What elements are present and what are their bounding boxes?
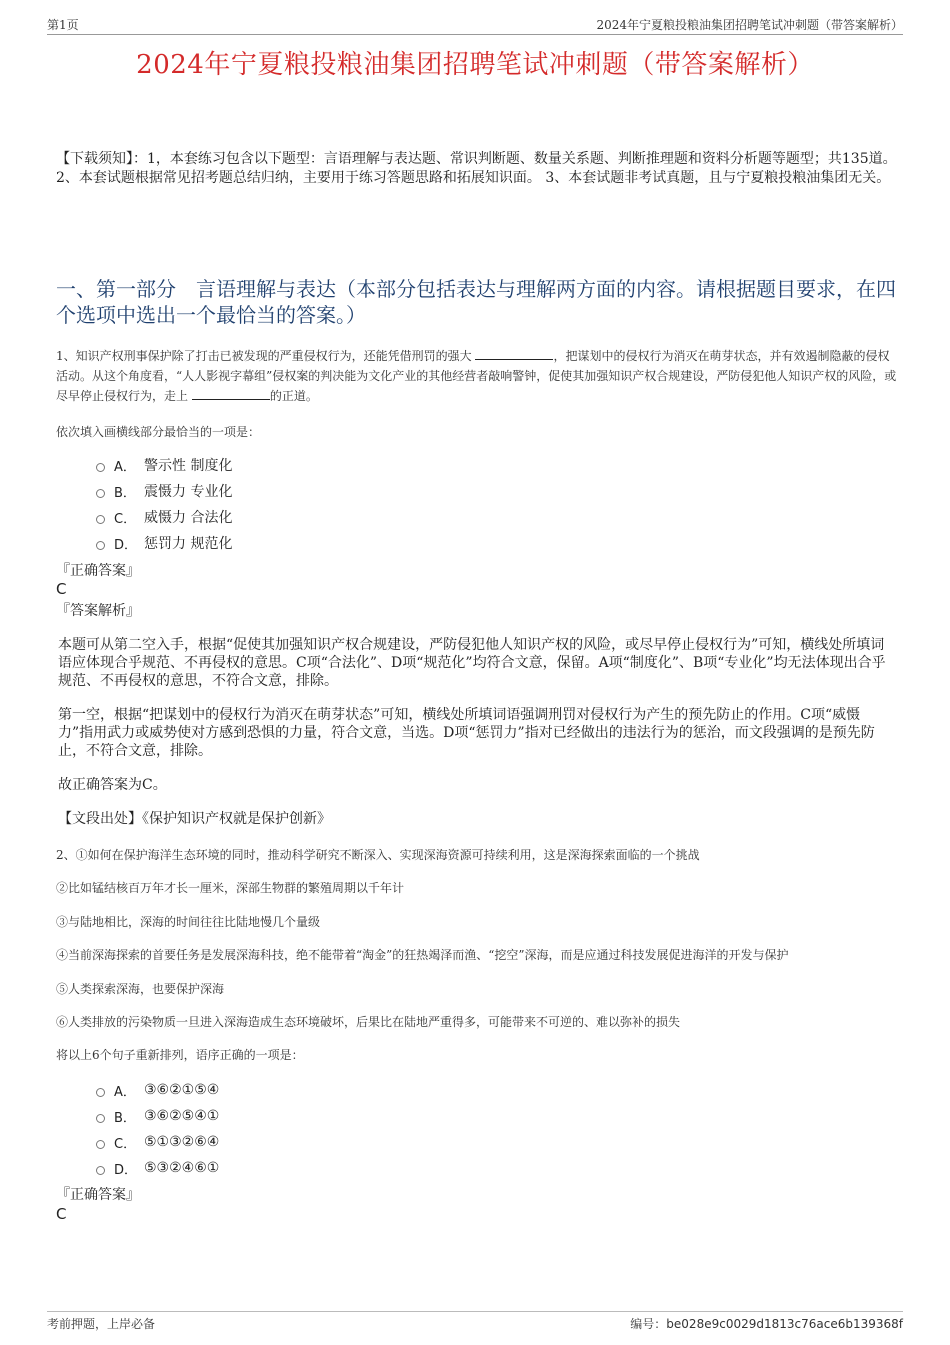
radio-icon[interactable] [96, 1166, 105, 1175]
option-b[interactable]: B． ③⑥②⑤④① [96, 1103, 219, 1129]
question-2-sentence-1: 2、①如何在保护海洋生态环境的同时，推动科学研究不断深入、实现深海资源可持续利用，这是深海探索面临的一个挑战 [56, 848, 700, 862]
question-1-text-b: ，把谋划中的侵权行为消灭在萌芽状态，并有效遏制隐蔽的侵权活动。从这个角度看，“人人影视字幕组”侵权案的判决能为文化产业的其他经营者敲响警钟，促使其加强知识产权合规建设，严防侵犯他人知识产权的风险，或尽早停止侵权行为，走上 [56, 349, 897, 403]
question-2-sentence-4: ④当前深海探索的首要任务是发展深海科技，绝不能带着“淘金”的狂热竭泽而渔、“挖空”深海，而是应通过科技发展促进海洋的开发与保护 [56, 948, 789, 962]
question-2-sentence-3: ③与陆地相比，深海的时间往往比陆地慢几个量级 [56, 915, 321, 929]
question-2-options [96, 1077, 219, 1181]
analysis-paragraph-1: 本题可从第二空入手，根据“促使其加强知识产权合规建设，严防侵犯他人知识产权的风险，或尽早停止侵权行为”可知，横线处所填词语应体现合乎规范、不再侵权的意思。C项“合法化”、D项“规范化”均符合文意，保留。A项“制度化”、B项“专业化”均无法体现出合乎规范、不再侵权的意思，不符合文意，排除。 [58, 637, 886, 689]
radio-icon[interactable] [96, 515, 105, 524]
option-d[interactable]: D． 惩罚力 规范化 [96, 530, 232, 556]
question-2-sentence-2: ②比如锰结核百万年才长一厘米，深部生物群的繁殖周期以千年计 [56, 881, 405, 895]
analysis-conclusion: 故正确答案为C。 [58, 777, 167, 793]
radio-icon[interactable] [96, 1140, 105, 1149]
radio-icon[interactable] [96, 463, 105, 472]
question-2-sentence-6: ⑥人类排放的污染物质一旦进入深海造成生态环境破坏，后果比在陆地严重得多，可能带来不可逆的、难以弥补的损失 [56, 1015, 681, 1029]
option-a[interactable]: A． ③⑥②①⑤④ [96, 1077, 219, 1103]
question-1-text-c: 的正道。 [269, 389, 318, 403]
option-b[interactable]: B． 震慑力 专业化 [96, 478, 232, 504]
radio-icon[interactable] [96, 489, 105, 498]
analysis-paragraph-2: 第一空，根据“把谋划中的侵权行为消灭在萌芽状态”可知，横线处所填词语强调刑罚对侵权行为产生的预先防止的作用。C项“威慑力”指用武力或威势使对方感到恐惧的力量，符合文意，当选。D项“惩罚力”指对已经做出的违法行为的惩治，而文段强调的是预先防止，不符合文意，排除。 [58, 707, 875, 759]
analysis-label: 『答案解析』 [56, 603, 140, 619]
option-d[interactable]: D． ⑤③②④⑥① [96, 1155, 219, 1181]
option-c[interactable]: C． ⑤①③②⑥④ [96, 1129, 219, 1155]
page-footer [47, 1311, 903, 1331]
question-1-options [96, 452, 232, 556]
radio-icon[interactable] [96, 1114, 105, 1123]
download-notice: 【下载须知】：1，本套练习包含以下题型：言语理解与表达题、常识判断题、数量关系题、判断推理题和资料分析题等题型；共135道。 2、本套试题根据常见招考题总结归纳，主要用于练习答题思路和拓展知识面。 3、本套试题非考试真题，且与宁夏粮投粮油集团无关。 [56, 151, 897, 186]
answer-blank-1 [475, 347, 553, 360]
question-1-prompt: 依次填入画横线部分最恰当的一项是： [56, 425, 261, 439]
correct-answer: C [56, 580, 67, 598]
question-1-text-a: 1、知识产权刑事保护除了打击已被发现的严重侵权行为，还能凭借刑罚的强大 [56, 349, 472, 363]
option-a[interactable]: A． 警示性 制度化 [96, 452, 232, 478]
radio-icon[interactable] [96, 541, 105, 550]
footer-doc-id: 编号：be028e9c0029d1813c76ace6b139368f [630, 1317, 903, 1331]
page-number: 第1页 [47, 18, 79, 32]
source-citation: 【文段出处】《保护知识产权就是保护创新》 [58, 811, 331, 827]
correct-answer-label: 『正确答案』 [56, 563, 140, 579]
radio-icon[interactable] [96, 1088, 105, 1097]
document-title: 2024年宁夏粮投粮油集团招聘笔试冲刺题（带答案解析） [136, 50, 814, 80]
question-1-text [56, 346, 898, 406]
correct-answer-label: 『正确答案』 [56, 1187, 140, 1203]
option-c[interactable]: C． 威慑力 合法化 [96, 504, 232, 530]
answer-blank-2 [192, 387, 270, 400]
header-doc-title: 2024年宁夏粮投粮油集团招聘笔试冲刺题（带答案解析） [596, 18, 903, 32]
question-2-prompt: 将以上6个句子重新排列，语序正确的一项是： [56, 1048, 304, 1062]
page-header [47, 14, 903, 35]
section-heading: 一、第一部分 言语理解与表达（本部分包括表达与理解两方面的内容。请根据题目要求，在四个选项中选出一个最恰当的答案。） [56, 277, 896, 327]
footer-slogan: 考前押题，上岸必备 [47, 1317, 156, 1331]
question-2-sentence-5: ⑤人类探索深海，也要保护深海 [56, 982, 225, 996]
correct-answer: C [56, 1205, 67, 1223]
